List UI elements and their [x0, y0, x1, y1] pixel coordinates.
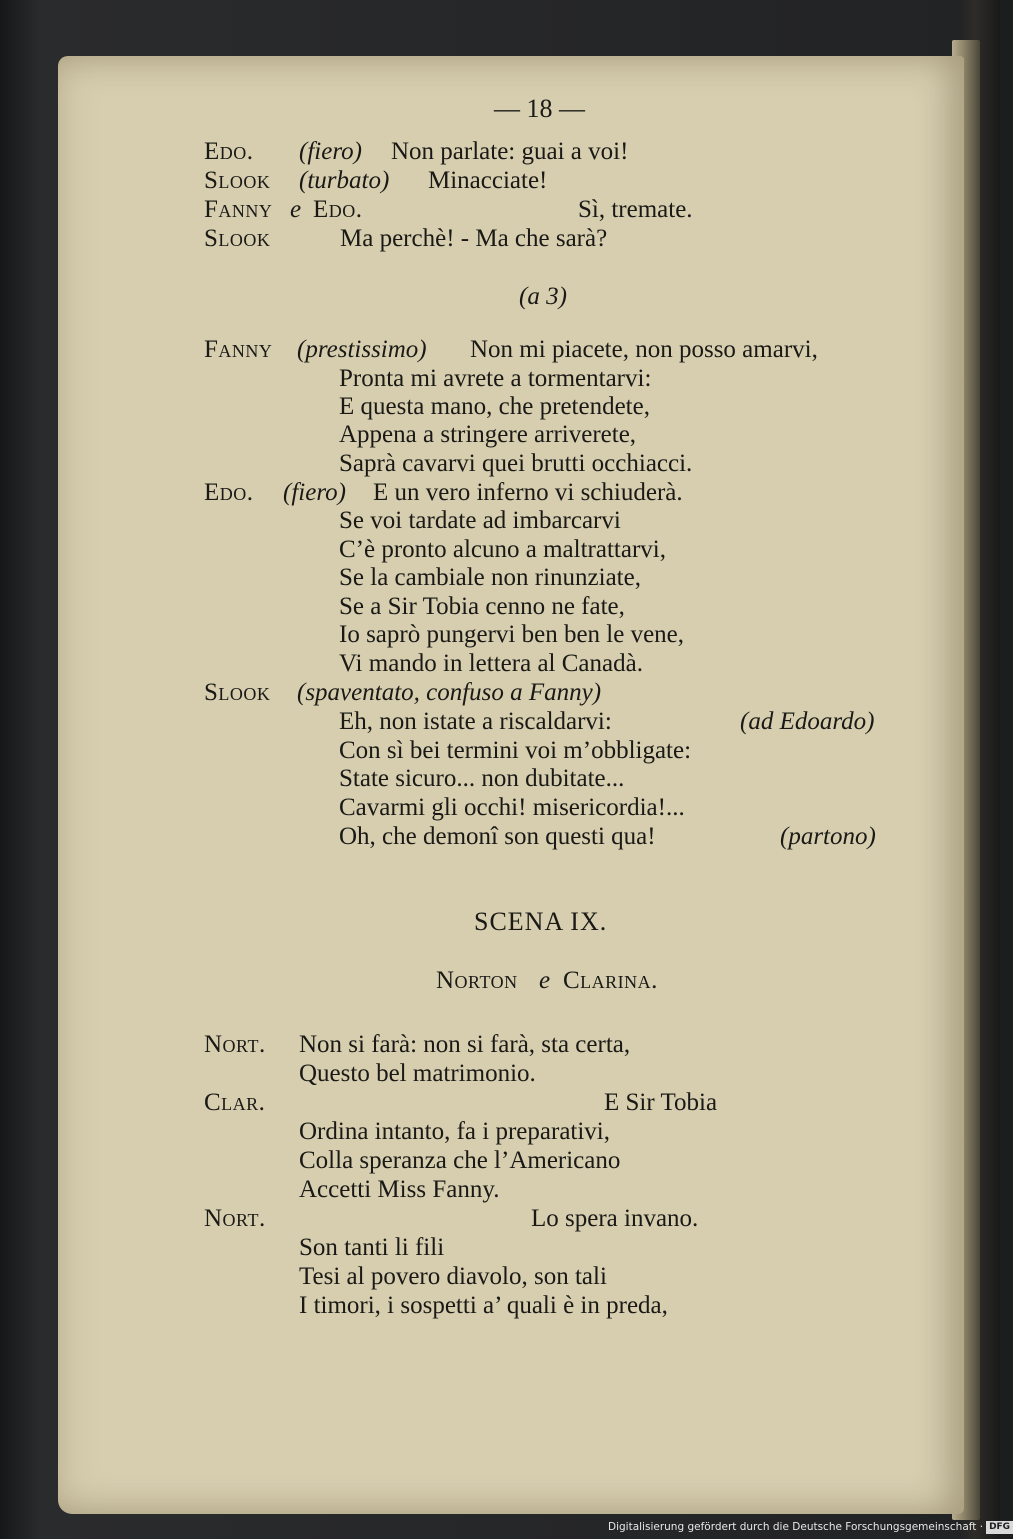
verse-line: Tesi al povero diavolo, son tali	[299, 1263, 607, 1290]
verse-line: Ma perchè! - Ma che sarà?	[340, 225, 608, 252]
verse-line: Sì, tremate.	[578, 196, 693, 223]
speaker-conjunction: e	[290, 196, 302, 223]
verse-line: Minacciate!	[428, 167, 548, 194]
verse-line: Appena a stringere arriverete,	[339, 421, 637, 448]
scene-heading: SCENA IX.	[474, 907, 608, 936]
verse-line: I timori, i sospetti a’ quali è in preda,	[299, 1292, 668, 1319]
speaker-fanny: Fanny	[204, 336, 273, 363]
verse-line: Oh, che demonî son questi qua!	[339, 823, 656, 850]
stage-direction: (ad Edoardo)	[740, 708, 875, 735]
speaker-edo: Edo.	[204, 138, 254, 165]
verse-line: Se voi tardate ad imbarcarvi	[339, 507, 621, 534]
digitization-credit	[608, 1518, 1011, 1536]
speaker-slook: Slook	[204, 679, 271, 706]
verse-line: C’è pronto alcuno a maltrattarvi,	[339, 536, 666, 563]
speaker-nort: Nort.	[204, 1205, 266, 1232]
speaker-nort: Nort.	[204, 1031, 266, 1058]
verse-line: Son tanti li fili	[299, 1234, 445, 1261]
stage-direction: (turbato)	[299, 167, 390, 194]
speaker-clar: Clar.	[204, 1089, 266, 1116]
cast-clarina: Clarina.	[563, 967, 658, 994]
page-number: — 18 —	[494, 94, 585, 123]
verse-line: Pronta mi avrete a tormentarvi:	[339, 365, 652, 392]
verse-line: Con sì bei termini voi m’obbligate:	[339, 737, 692, 764]
verse-line: Colla speranza che l’Americano	[299, 1147, 621, 1174]
verse-line: Ordina intanto, fa i preparativi,	[299, 1118, 610, 1145]
cast-conjunction: e	[539, 967, 551, 994]
stage-direction: (spaventato, confuso a Fanny)	[297, 679, 602, 706]
speaker-edo: Edo.	[204, 479, 254, 506]
speaker-slook: Slook	[204, 225, 271, 252]
verse-line: Eh, non istate a riscaldarvi:	[339, 708, 612, 735]
cast-norton: Norton	[436, 967, 518, 994]
speaker-fanny: Fanny	[204, 196, 273, 223]
verse-line: Se a Sir Tobia cenno ne fate,	[339, 593, 625, 620]
credit-text: Digitalisierung gefördert durch die Deutsche Forschungsgemeinschaft ·	[608, 1521, 984, 1533]
verse-line: Lo spera invano.	[531, 1205, 699, 1232]
verse-line: Se la cambiale non rinunziate,	[339, 564, 641, 591]
verse-line: Non si farà: non si farà, sta certa,	[299, 1031, 631, 1058]
dfg-logo: DFG	[986, 1521, 1013, 1534]
verse-line: Non parlate: guai a voi!	[391, 138, 629, 165]
ensemble-marker: (a 3)	[519, 283, 567, 310]
speaker-edo: Edo.	[313, 196, 363, 223]
stage-direction: (partono)	[780, 823, 876, 850]
stage-direction: (prestissimo)	[297, 336, 427, 363]
speaker-slook: Slook	[204, 167, 271, 194]
verse-line: Questo bel matrimonio.	[299, 1060, 536, 1087]
verse-line: E questa mano, che pretendete,	[339, 393, 650, 420]
verse-line: Accetti Miss Fanny.	[299, 1176, 500, 1203]
verse-line: E Sir Tobia	[604, 1089, 718, 1116]
stage-direction: (fiero)	[299, 138, 362, 165]
verse-line: State sicuro... non dubitate...	[339, 765, 625, 792]
verse-line: Saprà cavarvi quei brutti occhiacci.	[339, 450, 693, 477]
verse-line: Io saprò pungervi ben ben le vene,	[339, 621, 685, 648]
verse-line: Vi mando in lettera al Canadà.	[339, 650, 643, 677]
verse-line: Cavarmi gli occhi! misericordia!...	[339, 794, 685, 821]
stage-direction: (fiero)	[283, 479, 346, 506]
verse-line: E un vero inferno vi schiuderà.	[373, 479, 683, 506]
verse-line: Non mi piacete, non posso amarvi,	[470, 336, 818, 363]
